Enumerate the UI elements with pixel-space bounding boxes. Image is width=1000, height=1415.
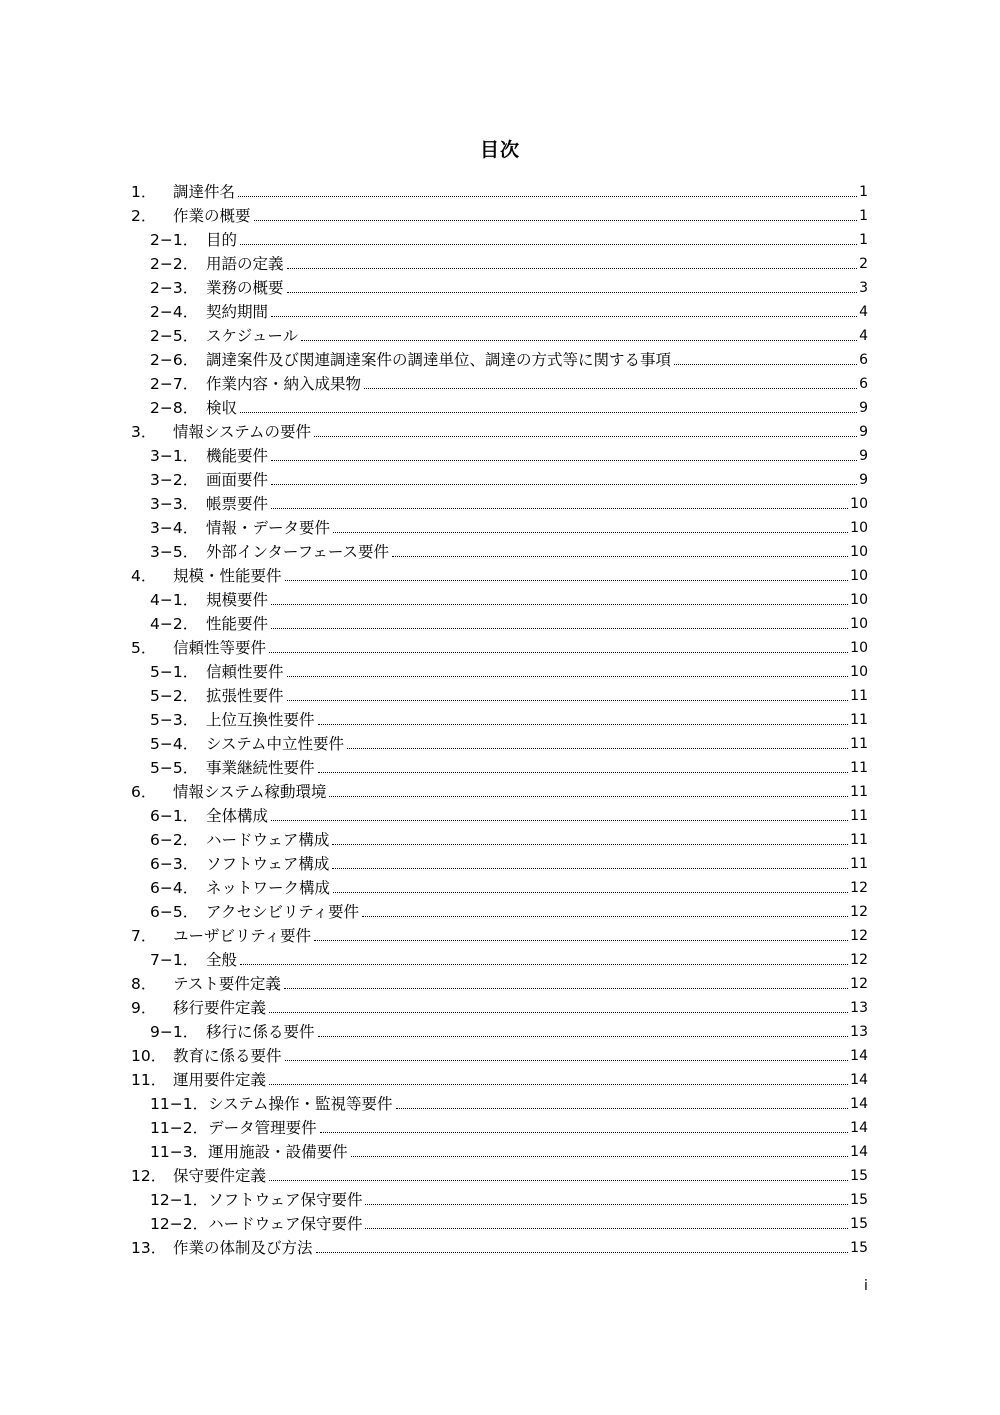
toc-entry-number: 7−1． bbox=[150, 951, 199, 969]
toc-entry-label: 検収 bbox=[206, 399, 238, 417]
toc-entry-number: 2−6． bbox=[150, 351, 199, 369]
toc-entry[interactable] bbox=[131, 1066, 868, 1090]
dot-leader bbox=[333, 892, 848, 893]
toc-entry[interactable] bbox=[131, 778, 868, 802]
toc-entry-number: 5−1． bbox=[150, 663, 199, 681]
toc-entry-label: ハードウェア保守要件 bbox=[208, 1215, 363, 1233]
toc-entry-label: 全般 bbox=[206, 951, 238, 969]
toc-entry-label: 情報システム稼動環境 bbox=[173, 783, 327, 801]
toc-entry-label: ソフトウェア保守要件 bbox=[208, 1191, 363, 1209]
toc-entry[interactable] bbox=[131, 490, 868, 514]
toc-entry[interactable] bbox=[131, 418, 868, 442]
dot-leader bbox=[314, 436, 857, 437]
toc-entry-label: 調達案件及び関連調達案件の調達単位、調達の方式等に関する事項 bbox=[206, 351, 672, 369]
toc-entry[interactable] bbox=[131, 514, 868, 538]
toc-entry[interactable] bbox=[131, 634, 868, 658]
dot-leader bbox=[285, 1060, 849, 1061]
toc-entry-label: 運用要件定義 bbox=[173, 1071, 267, 1089]
dot-leader bbox=[269, 652, 848, 653]
toc-entry-number: 2−3． bbox=[150, 279, 199, 297]
dot-leader bbox=[271, 484, 857, 485]
toc-entry[interactable] bbox=[131, 322, 868, 346]
dot-leader bbox=[287, 676, 849, 677]
dot-leader bbox=[362, 916, 848, 917]
toc-entry-number: 5−2． bbox=[150, 687, 199, 705]
toc-entry-number: 3−2． bbox=[150, 471, 199, 489]
toc-entry-number: 2−5． bbox=[150, 327, 199, 345]
toc-entry-page: 14 bbox=[850, 1072, 868, 1088]
dot-leader bbox=[287, 700, 849, 701]
toc-entry-number: 3−3． bbox=[150, 495, 199, 513]
toc-entry-label: アクセシビリティ要件 bbox=[206, 903, 359, 921]
toc-entry-number: 12−1． bbox=[150, 1191, 209, 1209]
dot-leader bbox=[318, 1036, 849, 1037]
toc-entry-label: データ管理要件 bbox=[208, 1119, 317, 1137]
toc-entry[interactable] bbox=[131, 682, 868, 706]
toc-entry-label: ハードウェア構成 bbox=[206, 831, 330, 849]
dot-leader bbox=[271, 316, 857, 317]
toc-entry-page: 10 bbox=[850, 616, 868, 632]
toc-entry[interactable] bbox=[131, 1018, 868, 1042]
toc-entry-number: 12−2． bbox=[150, 1215, 209, 1233]
dot-leader bbox=[269, 1012, 848, 1013]
toc-entry[interactable] bbox=[131, 994, 868, 1018]
dot-leader bbox=[314, 940, 848, 941]
toc-entry-number: 3−5． bbox=[150, 543, 199, 561]
toc-entry-page: 9 bbox=[859, 448, 868, 464]
toc-entry-label: システム操作・監視等要件 bbox=[208, 1095, 393, 1113]
toc-entry-label: 性能要件 bbox=[206, 615, 269, 633]
dot-leader bbox=[318, 772, 849, 773]
page-number: i bbox=[864, 1278, 868, 1294]
toc-entry-label: 保守要件定義 bbox=[173, 1167, 267, 1185]
toc-entry-label: 全体構成 bbox=[206, 807, 269, 825]
toc-entry-number: 11−1． bbox=[150, 1095, 209, 1113]
toc-entry-label: 運用施設・設備要件 bbox=[208, 1143, 348, 1161]
toc-entry-number: 6−4． bbox=[150, 879, 199, 897]
toc-entry[interactable] bbox=[131, 178, 868, 202]
toc-entry-page: 10 bbox=[850, 664, 868, 680]
toc-entry-page: 14 bbox=[850, 1048, 868, 1064]
toc-entry[interactable] bbox=[131, 298, 868, 322]
toc-entry[interactable] bbox=[131, 970, 868, 994]
toc-entry-page: 11 bbox=[850, 712, 868, 728]
toc-entry[interactable] bbox=[131, 346, 868, 370]
dot-leader bbox=[364, 388, 857, 389]
dot-leader bbox=[365, 1204, 848, 1205]
toc-entry-page: 11 bbox=[850, 784, 868, 800]
toc-entry-number: 12． bbox=[131, 1167, 167, 1185]
toc-entry-page: 10 bbox=[850, 592, 868, 608]
toc-entry-number: 4−2． bbox=[150, 615, 199, 633]
toc-entry-label: 契約期間 bbox=[206, 303, 269, 321]
toc-entry-page: 11 bbox=[850, 832, 868, 848]
toc-entry-number: 9． bbox=[131, 999, 157, 1017]
toc-entry-label: 信頼性等要件 bbox=[173, 639, 267, 657]
dot-leader bbox=[271, 460, 857, 461]
toc-entry-label: 外部インターフェース要件 bbox=[206, 543, 390, 561]
toc-entry[interactable] bbox=[131, 1138, 868, 1162]
toc-entry-page: 10 bbox=[850, 496, 868, 512]
dot-leader bbox=[271, 820, 848, 821]
toc-entry-number: 2−1． bbox=[150, 231, 199, 249]
dot-leader bbox=[301, 340, 857, 341]
toc-entry-page: 1 bbox=[859, 232, 868, 248]
toc-entry[interactable] bbox=[131, 202, 868, 226]
toc-entry-page: 6 bbox=[859, 376, 868, 392]
toc-entry-label: 規模要件 bbox=[206, 591, 269, 609]
toc-entry-page: 15 bbox=[850, 1216, 868, 1232]
toc-entry[interactable] bbox=[131, 850, 868, 874]
toc-entry-page: 11 bbox=[850, 760, 868, 776]
toc-entry-page: 10 bbox=[850, 520, 868, 536]
toc-entry-label: 上位互換性要件 bbox=[206, 711, 315, 729]
toc-entry-page: 10 bbox=[850, 640, 868, 656]
toc-entry[interactable] bbox=[131, 898, 868, 922]
toc-entry[interactable] bbox=[131, 610, 868, 634]
dot-leader bbox=[271, 508, 848, 509]
dot-leader bbox=[396, 1108, 849, 1109]
toc-entry-page: 10 bbox=[850, 544, 868, 560]
toc-entry[interactable] bbox=[131, 1210, 868, 1234]
toc-entry-page: 12 bbox=[850, 904, 868, 920]
toc-entry-label: 目的 bbox=[206, 231, 238, 249]
dot-leader bbox=[316, 1252, 849, 1253]
dot-leader bbox=[284, 988, 848, 989]
toc-entry-label: 業務の概要 bbox=[206, 279, 284, 297]
toc-entry-page: 2 bbox=[859, 256, 868, 272]
toc-entry-label: 調達件名 bbox=[173, 183, 236, 201]
toc-entry[interactable] bbox=[131, 874, 868, 898]
toc-entry-number: 5−3． bbox=[150, 711, 199, 729]
toc-entry-number: 2−8． bbox=[150, 399, 199, 417]
dot-leader bbox=[318, 724, 849, 725]
toc-entry[interactable] bbox=[131, 538, 868, 562]
toc-entry-page: 1 bbox=[859, 208, 868, 224]
toc-entry-label: 作業の概要 bbox=[173, 207, 251, 225]
toc-entry-page: 9 bbox=[859, 472, 868, 488]
toc-entry-number: 6−1． bbox=[150, 807, 199, 825]
dot-leader bbox=[347, 748, 848, 749]
toc-entry-label: 画面要件 bbox=[206, 471, 269, 489]
toc-entry-label: システム中立性要件 bbox=[206, 735, 344, 753]
toc-entry-number: 2−2． bbox=[150, 255, 199, 273]
dot-leader bbox=[332, 868, 848, 869]
toc-entry-number: 3． bbox=[131, 423, 157, 441]
toc-entry-page: 11 bbox=[850, 736, 868, 752]
toc-entry-page: 14 bbox=[850, 1096, 868, 1112]
dot-leader bbox=[674, 364, 857, 365]
toc-entry-label: 帳票要件 bbox=[206, 495, 269, 513]
toc-entry[interactable] bbox=[131, 730, 868, 754]
dot-leader bbox=[351, 1156, 849, 1157]
dot-leader bbox=[320, 1132, 849, 1133]
dot-leader bbox=[271, 604, 848, 605]
toc-entry-page: 6 bbox=[859, 352, 868, 368]
dot-leader bbox=[329, 796, 848, 797]
toc-entry-number: 6−3． bbox=[150, 855, 199, 873]
toc-entry-label: 作業内容・納入成果物 bbox=[206, 375, 362, 393]
toc-entry-number: 11． bbox=[131, 1071, 167, 1089]
dot-leader bbox=[240, 244, 857, 245]
toc-entry-number: 5−4． bbox=[150, 735, 199, 753]
toc-entry[interactable] bbox=[131, 802, 868, 826]
toc-entry-page: 3 bbox=[859, 280, 868, 296]
toc-entry-label: 信頼性要件 bbox=[206, 663, 284, 681]
toc-entry[interactable] bbox=[131, 1114, 868, 1138]
toc-entry-number: 2−4． bbox=[150, 303, 199, 321]
toc-entry-page: 11 bbox=[850, 688, 868, 704]
dot-leader bbox=[333, 532, 848, 533]
toc-entry[interactable] bbox=[131, 658, 868, 682]
toc-entry-label: 機能要件 bbox=[206, 447, 269, 465]
dot-leader bbox=[238, 196, 857, 197]
toc-entry-label: 情報システムの要件 bbox=[173, 423, 311, 441]
toc-entry-page: 9 bbox=[859, 400, 868, 416]
toc-entry-page: 15 bbox=[850, 1240, 868, 1256]
toc-entry-number: 3−1． bbox=[150, 447, 199, 465]
dot-leader bbox=[240, 964, 848, 965]
toc-entry-page: 15 bbox=[850, 1168, 868, 1184]
toc-entry[interactable] bbox=[131, 370, 868, 394]
toc-entry-page: 12 bbox=[850, 952, 868, 968]
toc-entry[interactable] bbox=[131, 442, 868, 466]
toc-entry-page: 13 bbox=[850, 1024, 868, 1040]
dot-leader bbox=[287, 268, 858, 269]
toc-entry[interactable] bbox=[131, 946, 868, 970]
toc-entry-number: 2． bbox=[131, 207, 157, 225]
toc-entry[interactable] bbox=[131, 466, 868, 490]
toc-entry-page: 1 bbox=[859, 184, 868, 200]
toc-entry[interactable] bbox=[131, 274, 868, 298]
toc-entry-label: ソフトウェア構成 bbox=[206, 855, 330, 873]
dot-leader bbox=[271, 628, 848, 629]
toc-entry-number: 13． bbox=[131, 1239, 167, 1257]
toc-entry-number: 1． bbox=[131, 183, 157, 201]
dot-leader bbox=[287, 292, 858, 293]
dot-leader bbox=[392, 556, 848, 557]
toc-entry-page: 13 bbox=[850, 1000, 868, 1016]
toc-entry-page: 12 bbox=[850, 928, 868, 944]
toc-entry-label: 作業の体制及び方法 bbox=[173, 1239, 313, 1257]
toc-entry[interactable] bbox=[131, 562, 868, 586]
toc-entry-page: 12 bbox=[850, 976, 868, 992]
toc-entry[interactable] bbox=[131, 1162, 868, 1186]
toc-entry-number: 11−2． bbox=[150, 1119, 209, 1137]
toc-entry-number: 2−7． bbox=[150, 375, 199, 393]
toc-entry-label: 拡張性要件 bbox=[206, 687, 284, 705]
toc-entry[interactable] bbox=[131, 922, 868, 946]
toc-entry-number: 10． bbox=[131, 1047, 167, 1065]
toc-entry-page: 11 bbox=[850, 808, 868, 824]
toc-entry-label: 教育に係る要件 bbox=[173, 1047, 282, 1065]
toc-entry[interactable] bbox=[131, 250, 868, 274]
toc-entry-number: 4． bbox=[131, 567, 157, 585]
toc-entry-page: 14 bbox=[850, 1144, 868, 1160]
dot-leader bbox=[254, 220, 858, 221]
toc-entry[interactable] bbox=[131, 1186, 868, 1210]
toc-entry-page: 15 bbox=[850, 1192, 868, 1208]
toc-entry-number: 5． bbox=[131, 639, 157, 657]
toc-entry-page: 9 bbox=[859, 424, 868, 440]
toc-entry-page: 14 bbox=[850, 1120, 868, 1136]
page-title: 目次 bbox=[479, 139, 520, 161]
toc-entry-label: 事業継続性要件 bbox=[206, 759, 315, 777]
toc-entry-page: 4 bbox=[859, 328, 868, 344]
toc-entry-page: 4 bbox=[859, 304, 868, 320]
toc-entry[interactable] bbox=[131, 1090, 868, 1114]
toc-entry[interactable] bbox=[131, 1234, 868, 1258]
toc-entry-label: 移行に係る要件 bbox=[206, 1023, 315, 1041]
toc-entry-label: 情報・データ要件 bbox=[206, 519, 331, 537]
toc-entry-label: スケジュール bbox=[206, 327, 299, 345]
dot-leader bbox=[240, 412, 857, 413]
toc-entry[interactable] bbox=[131, 226, 868, 250]
toc-entry-number: 4−1． bbox=[150, 591, 199, 609]
toc-entry-number: 8． bbox=[131, 975, 157, 993]
toc-entry-number: 5−5． bbox=[150, 759, 199, 777]
toc-entry-label: 規模・性能要件 bbox=[173, 567, 282, 585]
toc-entry[interactable] bbox=[131, 1042, 868, 1066]
toc-entry-label: 移行要件定義 bbox=[173, 999, 267, 1017]
toc-entry-page: 12 bbox=[850, 880, 868, 896]
toc-entry-label: ユーザビリティ要件 bbox=[173, 927, 311, 945]
toc-entry-page: 11 bbox=[850, 856, 868, 872]
dot-leader bbox=[269, 1084, 848, 1085]
toc-entry-number: 3−4． bbox=[150, 519, 199, 537]
toc-entry[interactable] bbox=[131, 394, 868, 418]
toc-entry-page: 10 bbox=[850, 568, 868, 584]
toc-entry[interactable] bbox=[131, 706, 868, 730]
toc-entry-number: 6． bbox=[131, 783, 157, 801]
toc-entry-number: 9−1． bbox=[150, 1023, 199, 1041]
toc-entry[interactable] bbox=[131, 826, 868, 850]
table-of-contents bbox=[131, 178, 868, 1258]
dot-leader bbox=[285, 580, 849, 581]
toc-entry-label: 用語の定義 bbox=[206, 255, 284, 273]
dot-leader bbox=[269, 1180, 848, 1181]
toc-entry-number: 7． bbox=[131, 927, 157, 945]
toc-entry[interactable] bbox=[131, 586, 868, 610]
toc-entry-label: ネットワーク構成 bbox=[206, 879, 331, 897]
dot-leader bbox=[332, 844, 848, 845]
toc-entry[interactable] bbox=[131, 754, 868, 778]
dot-leader bbox=[365, 1228, 848, 1229]
toc-entry-number: 6−2． bbox=[150, 831, 199, 849]
toc-entry-number: 6−5． bbox=[150, 903, 199, 921]
toc-entry-label: テスト要件定義 bbox=[173, 975, 281, 993]
toc-entry-number: 11−3． bbox=[150, 1143, 209, 1161]
